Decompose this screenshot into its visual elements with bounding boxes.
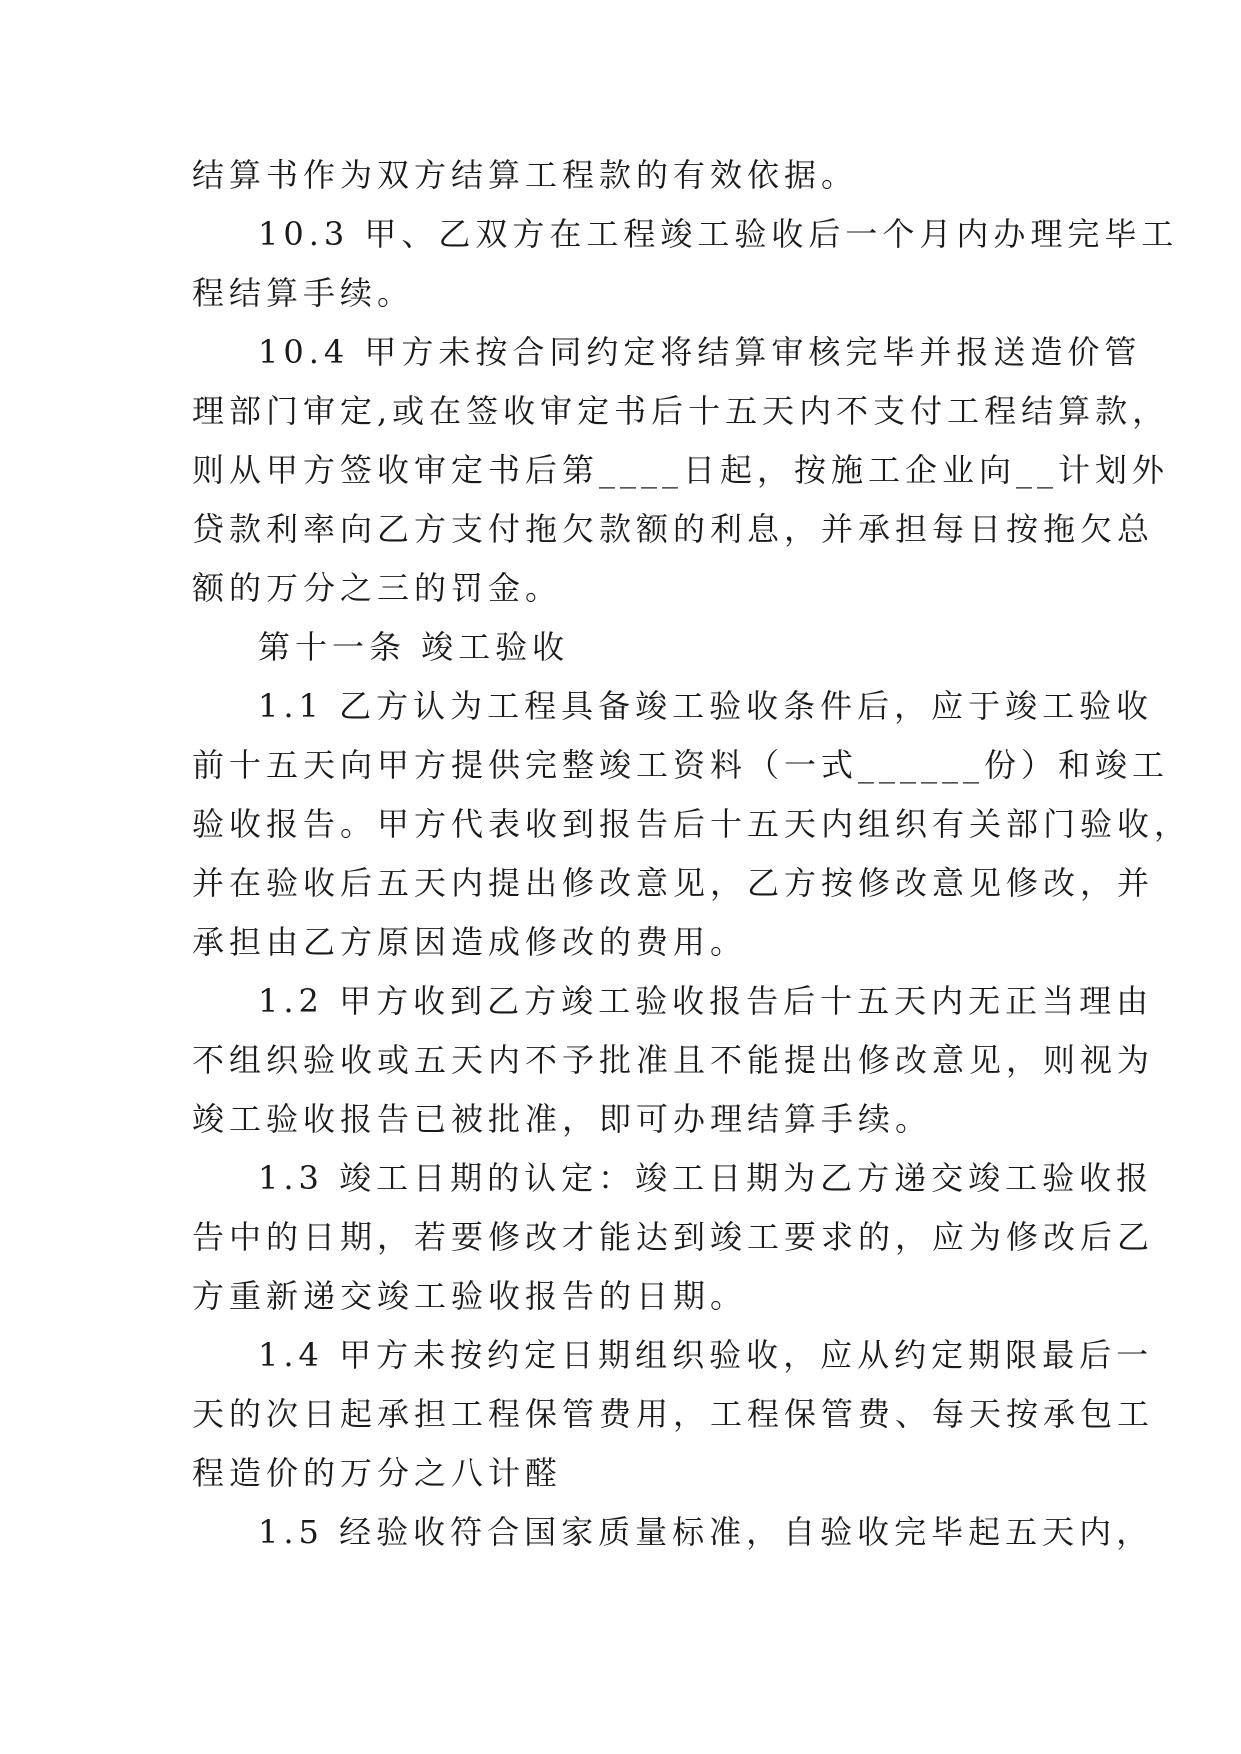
text-line: 承担由乙方原因造成修改的费用。 <box>192 923 748 961</box>
text-line: 前十五天向甲方提供完整竣工资料（一式______份）和竣工 <box>192 746 1170 784</box>
text-line: 1.2 甲方收到乙方竣工验收报告后十五天内无正当理由 <box>258 982 1154 1020</box>
text-line: 方重新递交竣工验收报告的日期。 <box>192 1277 748 1315</box>
text-line: 程造价的万分之八计醛 <box>192 1454 563 1492</box>
text-line: 理部门审定,或在签收审定书后十五天内不支付工程结算款， <box>192 392 1170 430</box>
section-heading: 第十一条 竣工验收 <box>258 628 570 666</box>
text-line: 1.3 竣工日期的认定：竣工日期为乙方递交竣工验收报 <box>258 1159 1154 1197</box>
text-line: 10.3 甲、乙双方在工程竣工验收后一个月内办理完毕工 <box>258 215 1179 253</box>
text-line: 1.1 乙方认为工程具备竣工验收条件后，应于竣工验收 <box>258 687 1154 725</box>
text-line: 告中的日期，若要修改才能达到竣工要求的，应为修改后乙 <box>192 1218 1155 1256</box>
text-line: 天的次日起承担工程保管费用，工程保管费、每天按承包工 <box>192 1395 1155 1433</box>
text-line: 额的万分之三的罚金。 <box>192 569 563 607</box>
text-line: 竣工验收报告已被批准，即可办理结算手续。 <box>192 1100 933 1138</box>
text-line: 1.5 经验收符合国家质量标准，自验收完毕起五天内， <box>258 1513 1154 1551</box>
text-line: 则从甲方签收审定书后第____日起，按施工企业向__计划外 <box>192 451 1170 489</box>
text-line: 验收报告。甲方代表收到报告后十五天内组织有关部门验收， <box>192 805 1192 843</box>
text-line: 程结算手续。 <box>192 274 415 312</box>
text-line: 结算书作为双方结算工程款的有效依据。 <box>192 156 859 194</box>
text-line: 10.4 甲方未按合同约定将结算审核完毕并报送造价管 <box>258 333 1142 371</box>
text-line: 不组织验收或五天内不予批准且不能提出修改意见，则视为 <box>192 1041 1155 1079</box>
text-line: 1.4 甲方未按约定日期组织验收，应从约定期限最后一 <box>258 1336 1154 1374</box>
text-line: 贷款利率向乙方支付拖欠款额的利息，并承担每日按拖欠总 <box>192 510 1155 548</box>
text-line: 并在验收后五天内提出修改意见，乙方按修改意见修改，并 <box>192 864 1155 902</box>
